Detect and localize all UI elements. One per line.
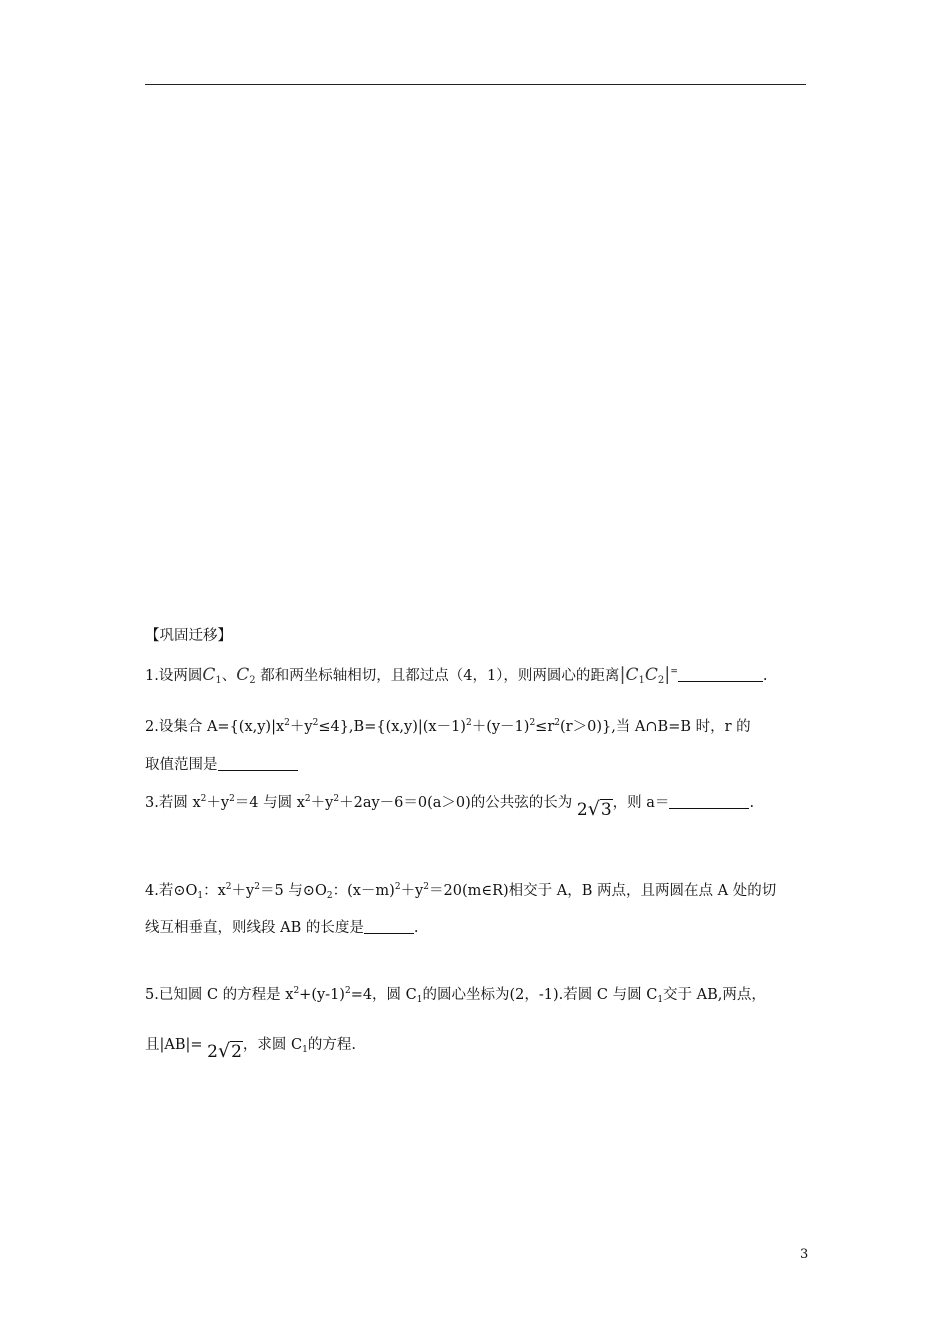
math-c1c2: $C_1C_2$ [625,665,665,686]
question-5-line-1: 5.已知圆 C 的方程是 $x^2+(y-1)^2=4$，圆 $C_1$的圆心坐标为(2，-1).若圆 C 与圆 $C_1$交于 AB,两点， [145,986,766,1005]
header-rule [145,84,806,85]
question-4-line-1: 4.若$⊙O_1$：$x^2+y^2=5$ 与$⊙O_2$：$(x-m)^2+y^2=20(m\in R)$相交于 A，B 两点，且两圆在点 A 处的切 [145,882,777,901]
abs-bar-right: | [664,664,671,685]
question-5-line-2: 且|AB|= 2√2，求圆 $C_1$的方程. [145,1037,356,1062]
abs-bar-left: | [619,664,626,685]
q1-text-b: 都和两坐标轴相切，且都过点（4，1），则两圆心的距离 [260,668,620,684]
q1-text-a: 1.设两圆 [145,668,203,684]
answer-blank-2[interactable] [218,756,298,771]
question-1: 1.设两圆$C_1$、$C_2$ 都和两坐标轴相切，且都过点（4，1），则两圆心的距离$|C_1C_2|^=$ . [145,664,768,686]
question-2-line-2: 取值范围是 [145,754,807,776]
math-c2: $C_2$ [236,665,256,686]
q1-eq: = [670,667,678,677]
answer-blank-3[interactable] [669,794,749,809]
math-c1: $C_1$ [202,665,222,686]
q1-sep: 、 [221,668,237,684]
section-title: 【巩固迁移】 [145,628,232,644]
question-3: 3.若圆 $x^2+y^2=4$ 与圆 $x^2+y^2+2ay-6=0(a>0)$的公共弦的长为 2√3，则 a＝ . [145,794,755,820]
answer-blank-1[interactable] [678,667,763,682]
radical-2-sqrt-3: 2√3 [576,798,612,820]
page-number: 3 [800,1247,809,1262]
question-2-line-1: 2.设集合 $A=\{(x,y)|x^2+y^2\le 4\},B=\{(x,y)|(x-1)^2+(y-1)^2\le r^2(r>0)\}$,当 A∩B=B 时，r 的 [145,718,751,735]
answer-blank-4[interactable] [364,919,414,934]
question-4-line-2: 线互相垂直，则线段 AB 的长度是 . [145,920,419,936]
radical-2-sqrt-2: 2√2 [207,1040,242,1062]
